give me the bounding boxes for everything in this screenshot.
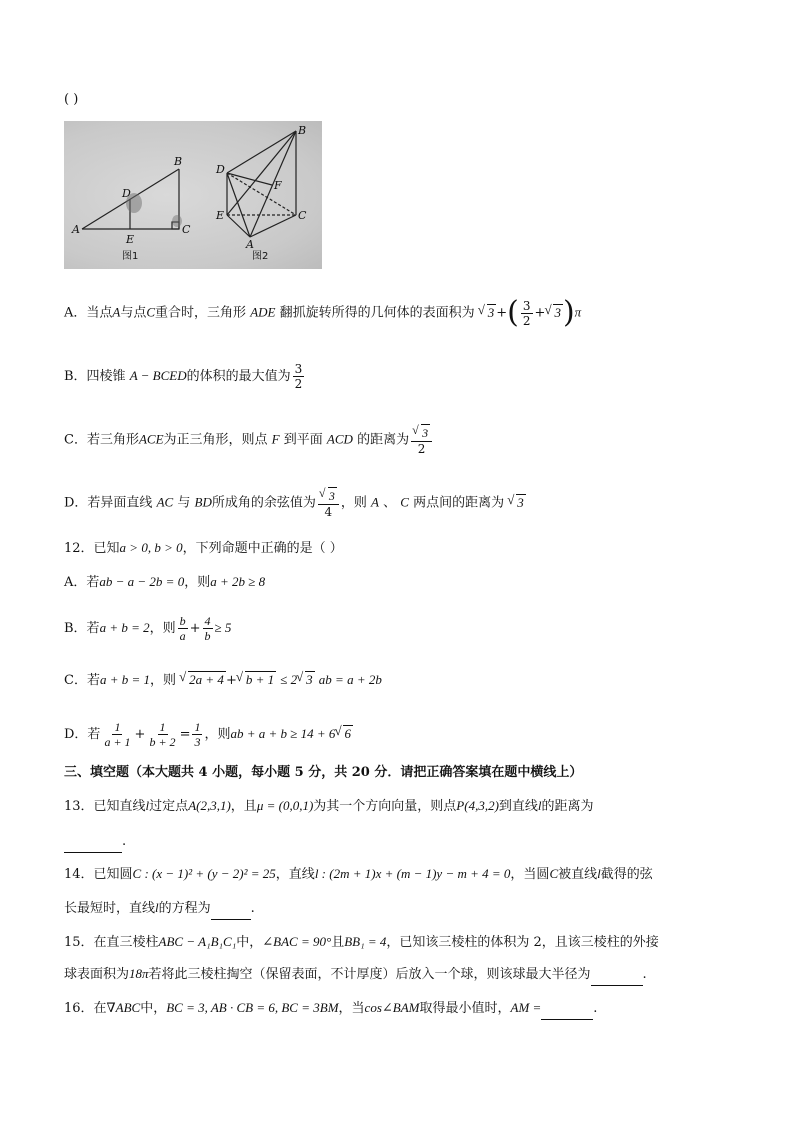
frac-1-a1: $\frac{1}{a + 1}$ [104, 720, 131, 749]
frac-b-a: $\frac{b}{a}$ [179, 614, 186, 643]
fig2-label-f: F [274, 179, 282, 192]
q14-line-1: 14．已知圆C : (x − 1)² + (y − 2)² = 25，直线l : (2m + 1)x + (m − 1)y − m + 4 = 0，当圆C被直线l截得的弦 [64, 866, 653, 882]
fig2-label-d: D [216, 163, 225, 176]
q14-answer-blank[interactable] [211, 899, 251, 920]
fig2-caption: 图2 [252, 251, 269, 262]
q11-option-b: B．四棱锥 A − BCED的体积的最大值为 $\frac{3}{2}$ [64, 362, 303, 391]
frac-1-3: $\frac{1}{3}$ [194, 720, 201, 749]
fig2-label-e: E [216, 209, 225, 222]
fig1-caption: 图1 [122, 251, 139, 262]
fig1-label-c: C [182, 223, 191, 236]
geometry-figure-svg [64, 121, 322, 269]
q15-answer-blank[interactable] [591, 965, 643, 986]
answer-paren: ( ) [64, 92, 79, 107]
frac-3-2: $\frac{3}{2}$ [294, 362, 303, 391]
q11-option-a: A．当点A与点C重合时，三角形 ADE 翻抓旋转所得的几何体的表面积为 √ 3 +( $\frac{3}{2}$ +√ 3)π [64, 298, 581, 328]
section-3-heading: 三、填空题（本大题共 4 小题，每小题 5 分，共 20 分．请把正确答案填在题中横线上） [64, 765, 583, 780]
q15-line-1: 15．在直三棱柱ABC − A₁B₁C₁中，∠BAC = 90°且BB₁ = 4，已知该三棱柱的体积为 2，且该三棱柱的外接 [64, 934, 659, 950]
q13-line-1: 13．已知直线l过定点A(2,3,1)，且μ = (0,0,1)为其一个方向向量，则点P(4,3,2)到直线l的距离为 [64, 798, 594, 814]
fig1-label-e: E [126, 233, 135, 246]
fig1-label-a: A [72, 223, 80, 236]
frac-4-b: $\frac{4}{b}$ [204, 614, 211, 643]
geometry-figure-photo [64, 121, 322, 269]
q11-option-d: D．若异面直线 AC 与 BD所成角的余弦值为 √ $\frac{3}{4}$ ，则 A 、 C 两点间的距离为 √ 3 [64, 487, 526, 519]
q14-line-2: 长最短时，直线l的方程为 . [64, 898, 255, 920]
q16-answer-blank[interactable] [541, 999, 593, 1020]
fig1-label-b: B [174, 155, 183, 168]
fig1-label-d: D [122, 187, 131, 200]
q12-option-a: A．若ab − a − 2b = 0，则a + 2b ≥ 8 [64, 574, 266, 590]
q12-stem: 12．已知a > 0, b > 0，下列命题中正确的是（ ） [64, 540, 343, 556]
q11-option-c: C．若三角形ACE为正三角形，则点 F 到平面 ACD 的距离为 √ $\frac{3}{2}$ [64, 424, 434, 456]
q16-line-1: 16．在∇ABC中，BC = 3, AB · CB = 6, BC = 3BM，当cos∠BAM取得最小值时，AM = . [64, 998, 597, 1020]
fig2-label-c: C [298, 209, 307, 222]
q12-option-d: D．若 $\frac{1}{a + 1}$ + $\frac{1}{b + 2}$ = $\frac{1}{3}$ ，则ab + a + b ≥ 14 + 6√ 6 [64, 720, 353, 749]
frac-1-b2: $\frac{1}{b + 2}$ [149, 720, 176, 749]
frac-sqrt3-2: √ $\frac{3}{2}$ [411, 424, 432, 456]
frac-sqrt3-4: √ $\frac{3}{4}$ [318, 487, 339, 519]
q13-answer-blank[interactable] [64, 832, 122, 853]
fig2-label-b: B [298, 124, 307, 137]
fig2-label-a: A [246, 238, 254, 251]
q13-line-2: . [64, 832, 126, 853]
q15-line-2: 球表面积为18π若将此三棱柱掏空（保留表面，不计厚度）后放入一个球，则该球最大半径为 . [64, 964, 647, 986]
frac-3-2: $\frac{3}{2}$ [522, 298, 531, 328]
q12-option-c: C．若a + b = 1，则 √ 2a + 4 +√ b + 1 ≤ 2√ 3 ab = a + 2b [64, 670, 382, 691]
q12-option-b: B．若a + b = 2，则 $\frac{b}{a}$ + $\frac{4}{b}$ ≥ 5 [64, 614, 232, 643]
